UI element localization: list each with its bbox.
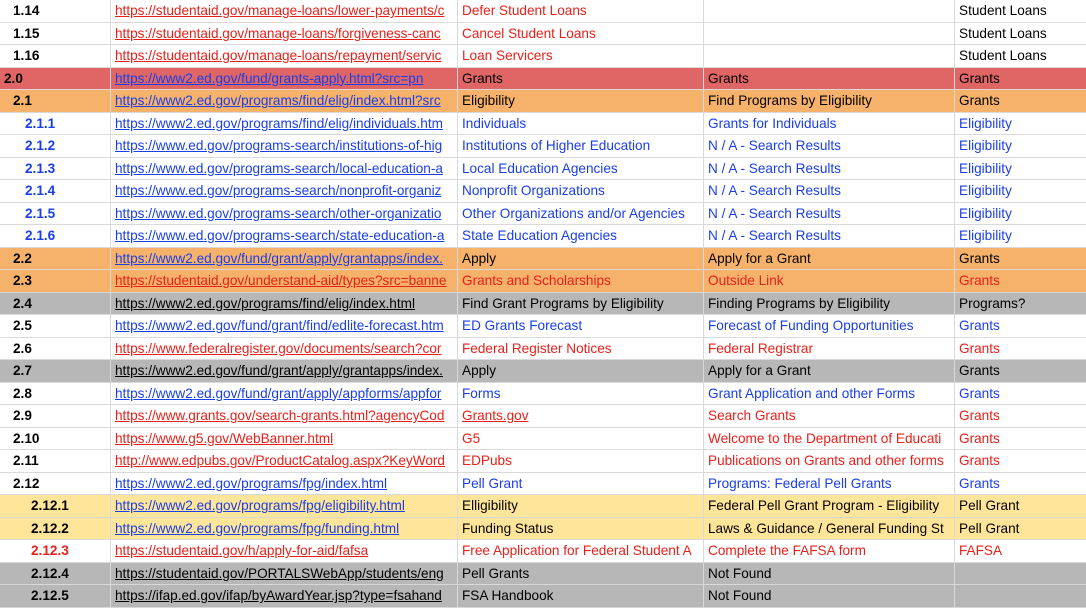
- url-link[interactable]: https://studentaid.gov/manage-loans/forgiveness-canc: [111, 23, 458, 45]
- page-title-cell[interactable]: [704, 45, 955, 67]
- title-cell[interactable]: Pell Grant: [458, 473, 704, 495]
- table-row[interactable]: [0, 90, 1086, 113]
- page-title-cell[interactable]: N / A - Search Results: [704, 225, 955, 247]
- category-cell[interactable]: Grants: [959, 70, 1000, 86]
- page-title-cell[interactable]: Federal Registrar: [704, 338, 955, 360]
- page-title-cell[interactable]: N / A - Search Results: [704, 180, 955, 202]
- title-cell[interactable]: Grants: [458, 68, 704, 90]
- table-row[interactable]: [0, 405, 1086, 428]
- page-title-cell[interactable]: Welcome to the Department of Educati: [704, 428, 955, 450]
- row-id-cell[interactable]: 2.6: [0, 338, 111, 360]
- title-cell[interactable]: G5: [458, 428, 704, 450]
- url-link[interactable]: https://studentaid.gov/understand-aid/types?src=banne: [111, 270, 458, 292]
- table-row[interactable]: [0, 383, 1086, 406]
- table-row[interactable]: [0, 68, 1086, 91]
- row-id-cell[interactable]: 2.12.5: [0, 585, 111, 607]
- row-id-cell[interactable]: 2.1.6: [0, 225, 111, 247]
- category-cell[interactable]: Grants: [959, 475, 1000, 491]
- url-link[interactable]: https://www.g5.gov/WebBanner.html: [111, 428, 458, 450]
- url-link[interactable]: https://www2.ed.gov/fund/grants-apply.html?src=pn: [111, 68, 458, 90]
- category-cell[interactable]: Student Loans: [959, 3, 1047, 18]
- row-id-cell[interactable]: 2.12: [0, 473, 111, 495]
- url-link[interactable]: https://www2.ed.gov/programs/fpg/index.html: [111, 473, 458, 495]
- row-id-cell[interactable]: 2.12.3: [0, 540, 111, 562]
- url-link[interactable]: https://studentaid.gov/manage-loans/lower-payments/c: [111, 0, 458, 22]
- url-link[interactable]: https://studentaid.gov/PORTALSWebApp/students/eng: [111, 563, 458, 585]
- table-row[interactable]: [0, 518, 1086, 541]
- row-id-cell[interactable]: 2.2: [0, 248, 111, 270]
- title-cell[interactable]: Loan Servicers: [458, 45, 704, 67]
- category-cell[interactable]: Grants: [959, 273, 1000, 288]
- title-cell[interactable]: Institutions of Higher Education: [458, 135, 704, 157]
- table-row[interactable]: [0, 248, 1086, 271]
- row-id-cell[interactable]: 2.12.2: [0, 518, 111, 540]
- url-link[interactable]: https://www.ed.gov/programs-search/state-education-a: [111, 225, 458, 247]
- page-title-cell[interactable]: Grants: [704, 68, 955, 90]
- row-id-cell[interactable]: 2.10: [0, 428, 111, 450]
- url-link[interactable]: https://studentaid.gov/h/apply-for-aid/fafsa: [111, 540, 458, 562]
- title-cell[interactable]: Forms: [458, 383, 704, 405]
- table-row[interactable]: [0, 315, 1086, 338]
- category-cell[interactable]: Grants: [959, 363, 1000, 378]
- url-link[interactable]: https://www2.ed.gov/fund/grant/apply/grantapps/index.: [111, 360, 458, 382]
- row-id-cell[interactable]: 2.5: [0, 315, 111, 337]
- title-cell[interactable]: Grants and Scholarships: [458, 270, 704, 292]
- page-title-cell[interactable]: Apply for a Grant: [704, 360, 955, 382]
- title-cell[interactable]: Defer Student Loans: [458, 0, 704, 22]
- page-title-cell[interactable]: Complete the FAFSA form: [704, 540, 955, 562]
- title-cell[interactable]: Other Organizations and/or Agencies: [458, 203, 704, 225]
- category-cell[interactable]: Eligibility: [959, 228, 1012, 243]
- category-cell[interactable]: Eligibility: [959, 138, 1012, 153]
- category-cell[interactable]: FAFSA: [959, 543, 1003, 558]
- page-title-cell[interactable]: [704, 23, 955, 45]
- page-title-cell[interactable]: Grant Application and other Forms: [704, 383, 955, 405]
- category-cell[interactable]: Grants: [959, 385, 1000, 401]
- url-link[interactable]: https://www.ed.gov/programs-search/institutions-of-hig: [111, 135, 458, 157]
- table-row[interactable]: [0, 360, 1086, 383]
- row-id-cell[interactable]: 2.1.1: [0, 113, 111, 135]
- table-row[interactable]: [0, 540, 1086, 563]
- category-cell[interactable]: Pell Grant: [959, 520, 1020, 536]
- row-id-cell[interactable]: 2.8: [0, 383, 111, 405]
- page-title-cell[interactable]: Outside Link: [704, 270, 955, 292]
- page-title-cell[interactable]: N / A - Search Results: [704, 158, 955, 180]
- category-cell[interactable]: Grants: [959, 453, 1000, 468]
- table-row[interactable]: [0, 293, 1086, 316]
- page-title-cell[interactable]: Laws & Guidance / General Funding St: [704, 518, 955, 540]
- category-cell[interactable]: Eligibility: [959, 160, 1012, 176]
- page-title-cell[interactable]: Find Programs by Eligibility: [704, 90, 955, 112]
- title-cell[interactable]: Eligibility: [458, 90, 704, 112]
- row-id-cell[interactable]: 2.12.1: [0, 495, 111, 517]
- page-title-cell[interactable]: Programs: Federal Pell Grants: [704, 473, 955, 495]
- page-title-cell[interactable]: Search Grants: [704, 405, 955, 427]
- row-id-cell[interactable]: 1.15: [0, 23, 111, 45]
- url-link[interactable]: https://studentaid.gov/manage-loans/repayment/servic: [111, 45, 458, 67]
- page-title-cell[interactable]: Not Found: [704, 585, 955, 607]
- page-title-cell[interactable]: N / A - Search Results: [704, 135, 955, 157]
- table-row[interactable]: [0, 113, 1086, 136]
- url-link[interactable]: https://www.ed.gov/programs-search/other-organizatio: [111, 203, 458, 225]
- title-cell[interactable]: Grants.gov: [458, 405, 704, 427]
- table-row[interactable]: [0, 158, 1086, 181]
- url-link[interactable]: https://www2.ed.gov/programs/find/elig/individuals.htm: [111, 113, 458, 135]
- title-cell[interactable]: Federal Register Notices: [458, 338, 704, 360]
- page-title-cell[interactable]: Finding Programs by Eligibility: [704, 293, 955, 315]
- url-link[interactable]: https://www.ed.gov/programs-search/nonprofit-organiz: [111, 180, 458, 202]
- category-cell[interactable]: [955, 563, 1086, 585]
- page-title-cell[interactable]: Apply for a Grant: [704, 248, 955, 270]
- url-link[interactable]: https://www2.ed.gov/fund/grant/apply/grantapps/index.: [111, 248, 458, 270]
- title-cell[interactable]: Elligibility: [458, 495, 704, 517]
- url-link[interactable]: https://www2.ed.gov/programs/find/elig/index.html: [111, 293, 458, 315]
- row-id-cell[interactable]: 2.3: [0, 270, 111, 292]
- category-cell[interactable]: Programs?: [959, 295, 1026, 311]
- table-row[interactable]: [0, 450, 1086, 473]
- category-cell[interactable]: Eligibility: [959, 183, 1012, 198]
- category-cell[interactable]: Grants: [959, 408, 1000, 423]
- page-title-cell[interactable]: Not Found: [704, 563, 955, 585]
- url-link[interactable]: http://www.edpubs.gov/ProductCatalog.aspx?KeyWord: [111, 450, 458, 472]
- title-cell[interactable]: State Education Agencies: [458, 225, 704, 247]
- table-row[interactable]: [0, 563, 1086, 586]
- category-cell[interactable]: Grants: [959, 340, 1000, 356]
- category-cell[interactable]: Grants: [959, 250, 1000, 266]
- row-id-cell[interactable]: 2.1.3: [0, 158, 111, 180]
- table-row[interactable]: [0, 495, 1086, 518]
- url-link[interactable]: https://www2.ed.gov/fund/grant/find/edlite-forecast.htm: [111, 315, 458, 337]
- title-cell[interactable]: Pell Grants: [458, 563, 704, 585]
- category-cell[interactable]: Student Loans: [959, 25, 1047, 41]
- row-id-cell[interactable]: 2.1: [0, 90, 111, 112]
- row-id-cell[interactable]: 1.16: [0, 45, 111, 67]
- page-title-cell[interactable]: Federal Pell Grant Program - Eligibility: [704, 495, 955, 517]
- title-cell[interactable]: FSA Handbook: [458, 585, 704, 607]
- table-row[interactable]: [0, 585, 1086, 608]
- table-row[interactable]: [0, 428, 1086, 451]
- title-cell[interactable]: EDPubs: [458, 450, 704, 472]
- title-cell[interactable]: Cancel Student Loans: [458, 23, 704, 45]
- row-id-cell[interactable]: 2.12.4: [0, 563, 111, 585]
- url-link[interactable]: https://www2.ed.gov/programs/find/elig/index.html?src: [111, 90, 458, 112]
- table-row[interactable]: [0, 0, 1086, 23]
- page-title-cell[interactable]: Forecast of Funding Opportunities: [704, 315, 955, 337]
- title-cell[interactable]: Apply: [458, 248, 704, 270]
- url-link[interactable]: https://www.ed.gov/programs-search/local-education-a: [111, 158, 458, 180]
- category-cell[interactable]: Grants: [959, 93, 1000, 108]
- url-link[interactable]: https://www2.ed.gov/fund/grant/apply/appforms/appfor: [111, 383, 458, 405]
- table-row[interactable]: [0, 473, 1086, 496]
- category-cell[interactable]: Eligibility: [959, 115, 1012, 131]
- table-row[interactable]: [0, 23, 1086, 46]
- table-row[interactable]: [0, 45, 1086, 68]
- page-title-cell[interactable]: Grants for Individuals: [704, 113, 955, 135]
- category-cell[interactable]: Pell Grant: [959, 498, 1020, 513]
- url-link[interactable]: https://www2.ed.gov/programs/fpg/eligibility.html: [111, 495, 458, 517]
- title-cell[interactable]: Funding Status: [458, 518, 704, 540]
- page-title-cell[interactable]: [704, 0, 955, 22]
- table-row[interactable]: [0, 135, 1086, 158]
- table-row[interactable]: [0, 180, 1086, 203]
- row-id-cell[interactable]: 2.7: [0, 360, 111, 382]
- url-link[interactable]: https://www2.ed.gov/programs/fpg/funding.html: [111, 518, 458, 540]
- title-cell[interactable]: Local Education Agencies: [458, 158, 704, 180]
- row-id-cell[interactable]: 2.4: [0, 293, 111, 315]
- page-title-cell[interactable]: N / A - Search Results: [704, 203, 955, 225]
- title-cell[interactable]: Find Grant Programs by Eligibility: [458, 293, 704, 315]
- row-id-cell[interactable]: 1.14: [0, 0, 111, 22]
- category-cell[interactable]: [955, 585, 1086, 607]
- category-cell[interactable]: Eligibility: [959, 205, 1012, 221]
- title-cell[interactable]: Free Application for Federal Student A: [458, 540, 704, 562]
- row-id-cell[interactable]: 2.1.4: [0, 180, 111, 202]
- row-id-cell[interactable]: 2.1.5: [0, 203, 111, 225]
- url-link[interactable]: https://www.federalregister.gov/documents/search?cor: [111, 338, 458, 360]
- table-row[interactable]: [0, 203, 1086, 226]
- category-cell[interactable]: Student Loans: [959, 48, 1047, 63]
- category-cell[interactable]: Grants: [959, 318, 1000, 333]
- url-link[interactable]: https://ifap.ed.gov/ifap/byAwardYear.jsp?type=fsahand: [111, 585, 458, 607]
- table-row[interactable]: [0, 338, 1086, 361]
- row-id-cell[interactable]: 2.0: [0, 68, 111, 90]
- table-row[interactable]: [0, 270, 1086, 293]
- table-row[interactable]: [0, 225, 1086, 248]
- title-cell[interactable]: Apply: [458, 360, 704, 382]
- title-cell[interactable]: Nonprofit Organizations: [458, 180, 704, 202]
- title-cell[interactable]: Individuals: [458, 113, 704, 135]
- row-id-cell[interactable]: 2.1.2: [0, 135, 111, 157]
- row-id-cell[interactable]: 2.9: [0, 405, 111, 427]
- url-link[interactable]: https://www.grants.gov/search-grants.html?agencyCod: [111, 405, 458, 427]
- row-id-cell[interactable]: 2.11: [0, 450, 111, 472]
- category-cell[interactable]: Grants: [959, 430, 1000, 446]
- title-cell[interactable]: ED Grants Forecast: [458, 315, 704, 337]
- page-title-cell[interactable]: Publications on Grants and other forms: [704, 450, 955, 472]
